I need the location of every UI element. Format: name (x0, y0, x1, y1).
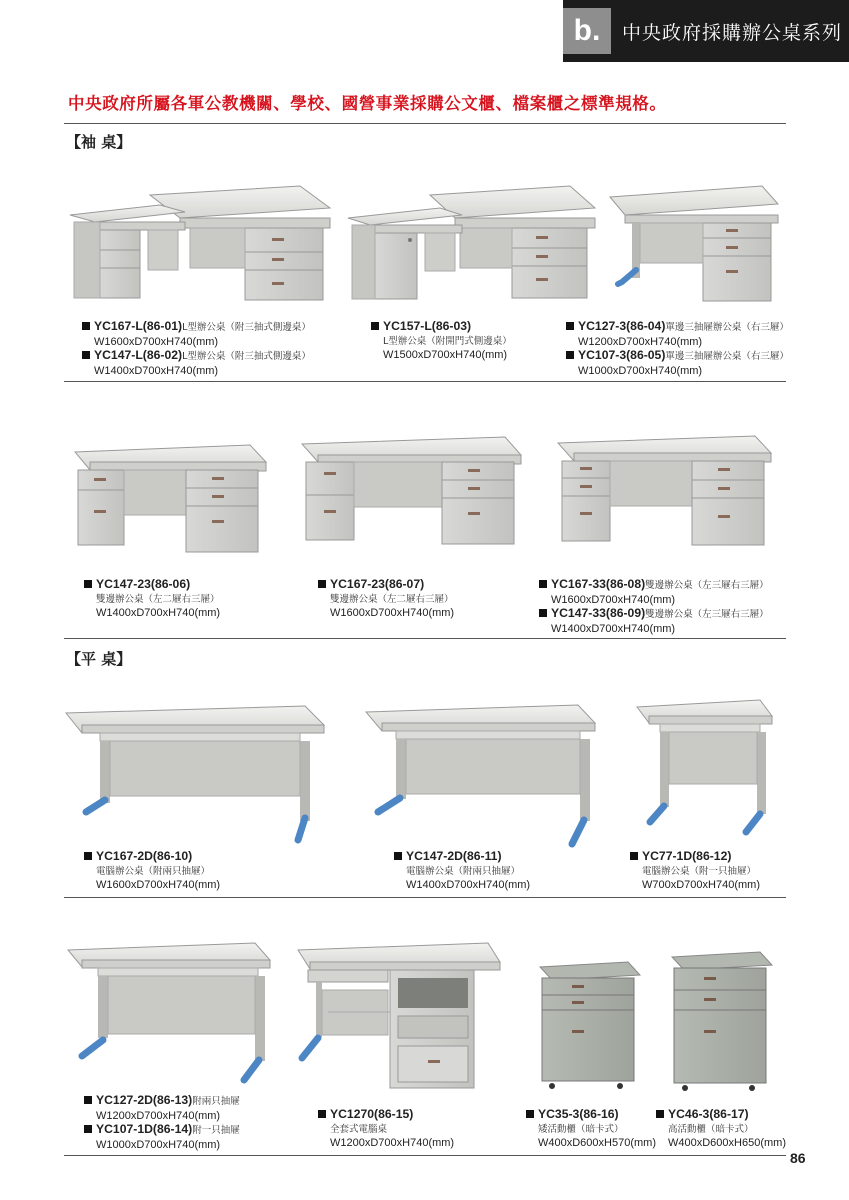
bullet-icon (84, 1096, 92, 1104)
caption-86-16: YC35-3(86-16) 矮活動櫃（暗卡式） W400xD600xH570(mm) (526, 1108, 656, 1151)
desk-image-86-15 (298, 943, 500, 1088)
desk-image-86-01 (70, 186, 330, 300)
section-heading-flat-desk: 【平 桌】 (66, 650, 132, 668)
desk-image-86-12 (637, 700, 772, 832)
bullet-icon (656, 1110, 664, 1118)
caption-86-17: YC46-3(86-17) 高活動櫃（暗卡式） W400xD600xH650(mm) (656, 1108, 786, 1151)
caption-86-03: YC157-L(86-03) L型辦公桌（附開門式側邊桌） W1500xD700xH740(mm) (371, 320, 512, 363)
bullet-icon (84, 580, 92, 588)
desk-image-86-11 (366, 705, 595, 844)
caption-86-07: YC167-23(86-07) 雙邊辦公桌（左二屜右三屜） W1600xD700xH740(mm) (318, 578, 454, 621)
page-title: 中央政府採購辦公桌系列 (622, 22, 843, 44)
caption-86-11: YC147-2D(86-11) 電腦辦公桌（附兩只抽屜） W1400xD700xH740(mm) (394, 850, 530, 893)
bullet-icon (318, 1110, 326, 1118)
desk-image-86-07 (302, 437, 521, 544)
desk-image-86-13 (68, 943, 270, 1080)
bullet-icon (84, 1125, 92, 1133)
page-subtitle: 中央政府所屬各軍公教機關、學校、國營事業採購公文櫃、檔案櫃之標準規格。 (68, 94, 667, 113)
bullet-icon (566, 322, 574, 330)
bullet-icon (539, 580, 547, 588)
bullet-icon (566, 351, 574, 359)
section-badge: b. (563, 8, 611, 54)
bullet-icon (539, 609, 547, 617)
cabinet-image-86-17 (672, 952, 772, 1091)
desk-image-86-04 (610, 186, 778, 301)
bullet-icon (82, 351, 90, 359)
desk-image-86-03 (348, 186, 595, 299)
caption-86-06: YC147-23(86-06) 雙邊辦公桌（左二屜右三屜） W1400xD700xH740(mm) (84, 578, 220, 621)
page-number: 86 (790, 1150, 806, 1166)
bullet-icon (526, 1110, 534, 1118)
caption-86-08: YC167-33(86-08)雙邊辦公桌（左三屜右三屜） W1600xD700xH740(mm) YC147-33(86-09)雙邊辦公桌（左三屜右三屜） W1400xD700xH740(mm) (539, 578, 769, 636)
caption-86-15: YC1270(86-15) 全套式電腦桌 W1200xD700xH740(mm) (318, 1108, 454, 1151)
section-heading-sleeve-desk: 【袖 桌】 (66, 133, 132, 151)
desk-image-86-06 (75, 445, 266, 552)
bullet-icon (371, 322, 379, 330)
caption-86-01: YC167-L(86-01)L型辦公桌（附三抽式側邊桌） W1600xD700xH740(mm) YC147-L(86-02)L型辦公桌（附三抽式側邊桌） W1400xD700xH740(mm) (82, 320, 311, 378)
bullet-icon (394, 852, 402, 860)
bullet-icon (82, 322, 90, 330)
bullet-icon (84, 852, 92, 860)
caption-86-04: YC127-3(86-04)單邊三抽屜辦公桌（右三屜） W1200xD700xH740(mm) YC107-3(86-05)單邊三抽屜辦公桌（右三屜） W1000xD700xH740(mm) (566, 320, 789, 378)
caption-86-10: YC167-2D(86-10) 電腦辦公桌（附兩只抽屜） W1600xD700xH740(mm) (84, 850, 220, 893)
bullet-icon (318, 580, 326, 588)
desk-image-86-10 (66, 706, 324, 840)
bullet-icon (630, 852, 638, 860)
caption-86-12: YC77-1D(86-12) 電腦辦公桌（附一只抽屜） W700xD700xH740(mm) (630, 850, 760, 893)
desk-image-86-08 (558, 436, 771, 545)
cabinet-image-86-16 (540, 962, 640, 1089)
caption-86-13: YC127-2D(86-13)附兩只抽屜 W1200xD700xH740(mm) YC107-1D(86-14)附一只抽屜 W1000xD700xH740(mm) (84, 1094, 240, 1152)
